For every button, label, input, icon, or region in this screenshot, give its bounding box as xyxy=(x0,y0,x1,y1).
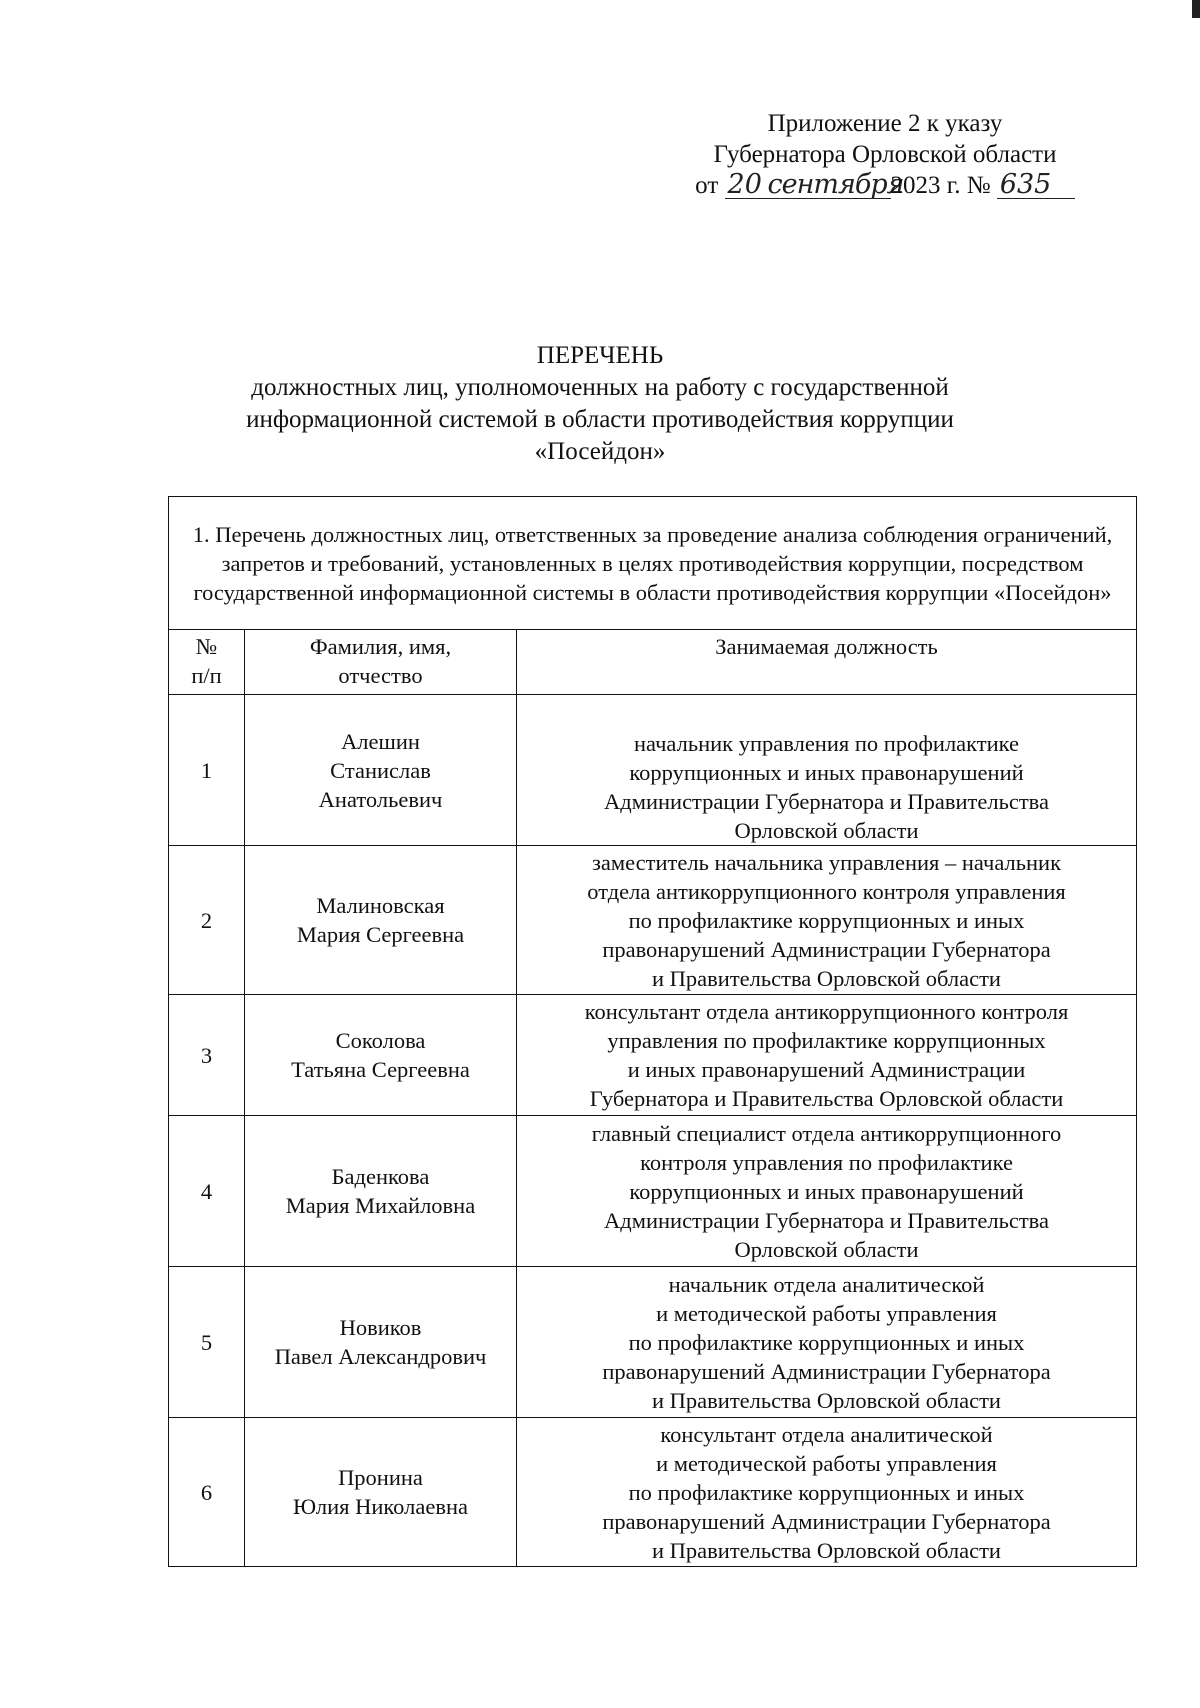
officials-table xyxy=(168,496,1137,1567)
position-line: и Правительства Орловской области xyxy=(652,1387,1001,1413)
name-line: Пронина xyxy=(338,1465,423,1490)
position-line: и методической работы управления xyxy=(656,1300,997,1326)
title-heading: ПЕРЕЧЕНЬ xyxy=(536,342,664,369)
table-row xyxy=(169,1418,1137,1567)
name-line: Новиков xyxy=(339,1315,422,1340)
table-row xyxy=(169,695,1137,846)
position-line: по профилактике коррупционных и иных xyxy=(628,1329,1025,1355)
position-line: консультант отдела антикоррупционного контроля xyxy=(584,999,1069,1024)
position-line: Губернатора и Правительства Орловской области xyxy=(589,1086,1064,1111)
title-line-2: информационной системой в области противодействия коррупции xyxy=(246,406,954,433)
header-position: Занимаемая должность xyxy=(517,630,1137,695)
row-full-name xyxy=(245,846,517,995)
row-full-name xyxy=(245,695,517,846)
position-line: по профилактике коррупционных и иных xyxy=(628,1479,1025,1505)
position-line: коррупционных и иных правонарушений xyxy=(629,1178,1024,1204)
position-line: Администрации Губернатора и Правительства xyxy=(604,789,1049,814)
row-number: 1 xyxy=(169,695,245,846)
row-position xyxy=(517,1116,1137,1267)
appendix-date-line xyxy=(650,170,1120,201)
row-position xyxy=(517,846,1137,995)
header-num xyxy=(169,630,245,695)
position-line: главный специалист отдела антикоррупционного xyxy=(591,1120,1062,1146)
name-line: Баденкова xyxy=(331,1164,430,1189)
position-line: правонарушений Администрации Губернатора xyxy=(602,1358,1051,1384)
header-name xyxy=(245,630,517,695)
position-line: и иных правонарушений Администрации xyxy=(627,1057,1026,1082)
section-title: 1. Перечень должностных лиц, ответственных за проведение анализа соблюдения ограничений, запретов и требований, установленных в целях противодействия коррупции, посредством государственной информационной системы в области противодействия коррупции «Посейдон» xyxy=(169,497,1137,630)
position-line: управления по профилактике коррупционных xyxy=(607,1028,1046,1053)
position-line: правонарушений Администрации Губернатора xyxy=(602,936,1051,962)
row-full-name xyxy=(245,1116,517,1267)
table-row xyxy=(169,1116,1137,1267)
handwritten-day: 20 xyxy=(725,172,765,199)
position-line: Администрации Губернатора и Правительства xyxy=(604,1207,1049,1233)
name-line: Станислав xyxy=(330,757,431,783)
appendix-line-2: Губернатора Орловской области xyxy=(713,141,1057,168)
name-line: Малиновская xyxy=(316,893,445,918)
position-line: Орловской области xyxy=(734,818,919,843)
name-line: Соколова xyxy=(335,1028,426,1053)
position-line: начальник отдела аналитической xyxy=(668,1271,985,1297)
position-line: отдела антикоррупционного контроля управления xyxy=(587,878,1066,904)
position-line: контроля управления по профилактике xyxy=(640,1149,1013,1175)
date-prefix: от xyxy=(695,172,719,199)
scan-corner-mark xyxy=(1192,0,1200,18)
row-position xyxy=(517,695,1137,846)
table-section-header xyxy=(169,497,1137,630)
row-number: 5 xyxy=(169,1267,245,1418)
appendix-line-1: Приложение 2 к указу xyxy=(767,110,1003,137)
row-number: 2 xyxy=(169,846,245,995)
handwritten-doc-number: 635 xyxy=(997,172,1075,199)
header-num-line-2: п/п xyxy=(191,663,222,688)
name-line: Алешин xyxy=(341,728,420,754)
name-line: Мария Михайловна xyxy=(285,1193,476,1218)
position-line: по профилактике коррупционных и иных xyxy=(628,907,1025,933)
name-line: Татьяна Сергеевна xyxy=(291,1057,470,1082)
row-full-name xyxy=(245,995,517,1116)
row-position xyxy=(517,995,1137,1116)
position-line: и Правительства Орловской области xyxy=(652,1537,1001,1563)
position-line: и методической работы управления xyxy=(656,1450,997,1476)
table-row xyxy=(169,1267,1137,1418)
title-line-1: должностных лиц, уполномоченных на работу с государственной xyxy=(251,374,949,401)
header-name-line-1: Фамилия, имя, xyxy=(309,634,452,659)
position-line: и Правительства Орловской области xyxy=(652,965,1001,991)
header-name-line-2: отчество xyxy=(338,663,423,688)
appendix-header xyxy=(650,108,1120,201)
row-number: 6 xyxy=(169,1418,245,1567)
position-line: коррупционных и иных правонарушений xyxy=(629,760,1024,785)
name-line: Юлия Николаевна xyxy=(293,1494,468,1519)
row-number: 3 xyxy=(169,995,245,1116)
name-line: Мария Сергеевна xyxy=(296,922,465,947)
position-line: Орловской области xyxy=(734,1236,919,1262)
position-line: начальник управления по профилактике xyxy=(633,731,1020,756)
handwritten-month: сентября xyxy=(765,172,891,199)
row-position xyxy=(517,1267,1137,1418)
row-position xyxy=(517,1418,1137,1567)
table-row xyxy=(169,846,1137,995)
position-line: правонарушений Администрации Губернатора xyxy=(602,1508,1051,1534)
table-row xyxy=(169,995,1137,1116)
title-line-3: «Посейдон» xyxy=(534,438,666,465)
table-column-headers xyxy=(169,630,1137,695)
name-line: Павел Александрович xyxy=(274,1344,487,1369)
header-num-line-1: № xyxy=(195,634,218,659)
document-title xyxy=(180,340,1020,468)
date-year: 2023 г. № xyxy=(890,172,991,199)
row-full-name xyxy=(245,1418,517,1567)
position-line: консультант отдела аналитической xyxy=(660,1421,993,1447)
row-full-name xyxy=(245,1267,517,1418)
name-line: Анатольевич xyxy=(318,786,443,812)
position-line: заместитель начальника управления – начальник xyxy=(592,849,1061,875)
row-number: 4 xyxy=(169,1116,245,1267)
